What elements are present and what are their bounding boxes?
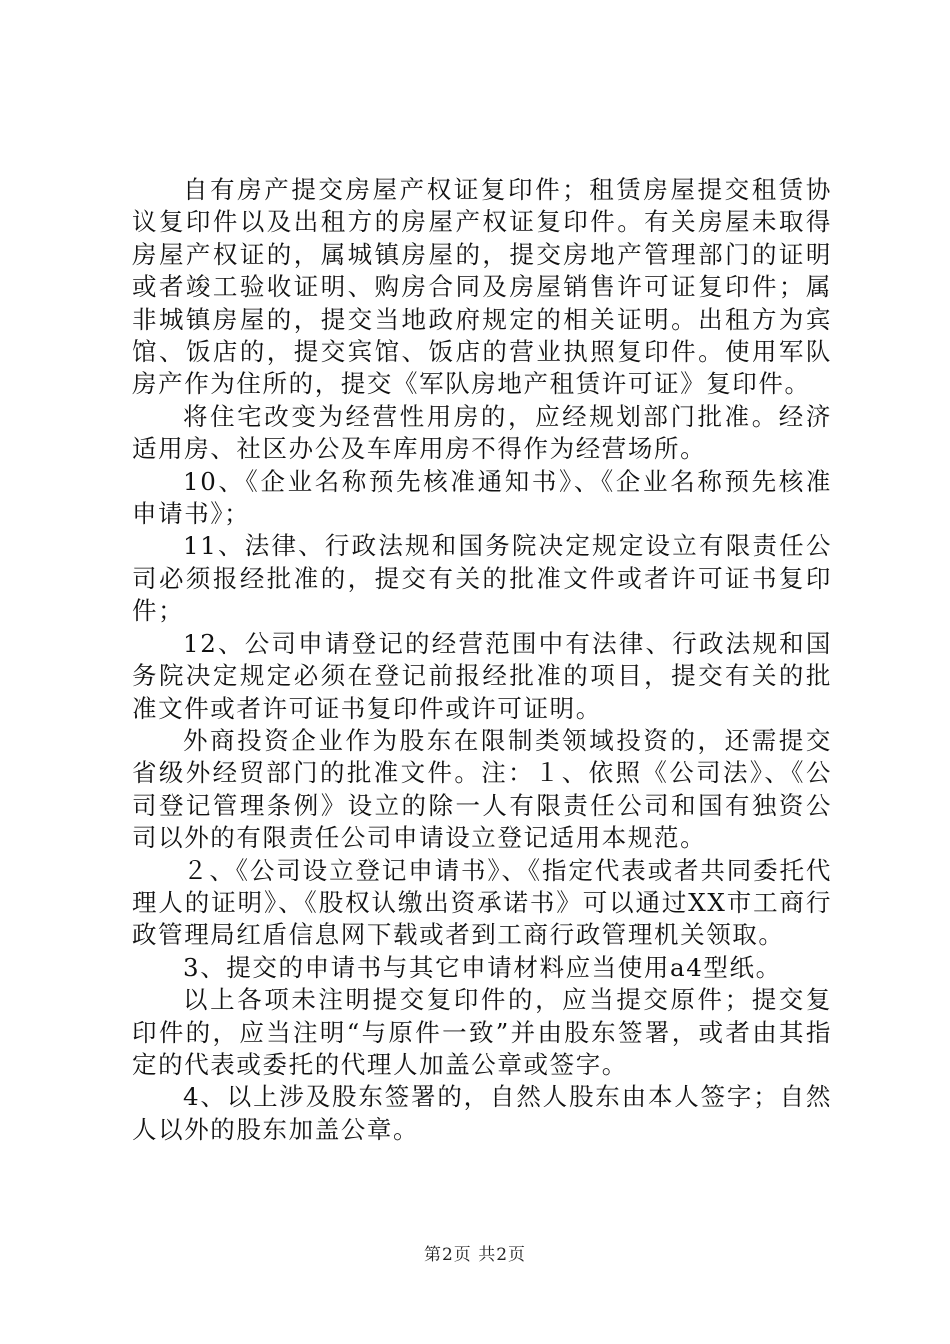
paragraph-copies-requirement: 以上各项未注明提交复印件的，应当提交原件；提交复印件的，应当注明“与原件一致”并由股东签署，或者由其指定的代表或委托的代理人加盖公章或签字。 <box>132 985 832 1079</box>
paragraph-note-2: ２、《公司设立登记申请书》、《指定代表或者共同委托代理人的证明》、《股权认缴出资承诺书》可以通过XX市工商行政管理局红盾信息网下载或者到工商行政管理机关领取。 <box>132 855 832 950</box>
paragraph-residential-conversion: 将住宅改变为经营性用房的，应经规划部门批准。经济适用房、社区办公及车库用房不得作为经营场所。 <box>132 401 832 464</box>
paragraph-foreign-investment-note-1: 外商投资企业作为股东在限制类领域投资的，还需提交省级外经贸部门的批准文件。注：１、依照《公司法》、《公司登记管理条例》设立的除一人有限责任公司和国有独资公司以外的有限责任公司申请设立登记适用本规范。 <box>132 725 832 853</box>
paragraph-item-11: 11、法律、行政法规和国务院决定规定设立有限责任公司必须报经批准的，提交有关的批准文件或者许可证书复印件； <box>132 531 832 626</box>
paragraph-item-12: 12、公司申请登记的经营范围中有法律、行政法规和国务院决定规定必须在登记前报经批准的项目，提交有关的批准文件或者许可证书复印件或许可证明。 <box>132 628 832 723</box>
paragraph-item-10: 10、《企业名称预先核准通知书》、《企业名称预先核准申请书》； <box>132 466 832 529</box>
document-body <box>132 174 832 1146</box>
paragraph-note-4: 4、以上涉及股东签署的，自然人股东由本人签字；自然人以外的股东加盖公章。 <box>132 1082 832 1144</box>
page-footer: 第2页 共2页 <box>423 1245 527 1265</box>
paragraph-premises-documents: 自有房产提交房屋产权证复印件；租赁房屋提交租赁协议复印件以及出租方的房屋产权证复印件。有关房屋未取得房屋产权证的，属城镇房屋的，提交房地产管理部门的证明或者竣工验收证明、购房合同及房屋销售许可证复印件；属非城镇房屋的，提交当地政府规定的相关证明。出租方为宾馆、饭店的，提交宾馆、饭店的营业执照复印件。使用军队房产作为住所的，提交《军队房地产租赁许可证》复印件。 <box>132 175 832 399</box>
paragraph-note-3: 3、提交的申请书与其它申请材料应当使用a4型纸。 <box>183 952 782 982</box>
